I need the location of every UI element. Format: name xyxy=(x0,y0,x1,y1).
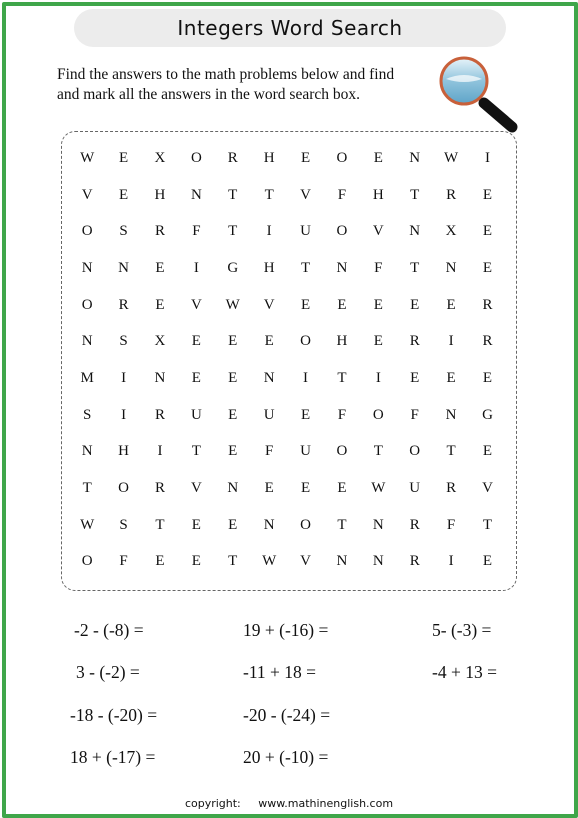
grid-letter[interactable]: N xyxy=(81,443,93,460)
grid-letter[interactable]: R xyxy=(154,223,165,240)
grid-letter[interactable]: V xyxy=(190,480,202,497)
grid-letter[interactable]: E xyxy=(482,553,493,570)
grid-letter[interactable]: V xyxy=(300,553,311,570)
grid-letter[interactable]: V xyxy=(482,480,493,497)
grid-letter[interactable]: R xyxy=(409,516,420,533)
grid-letter[interactable]: T xyxy=(228,223,238,240)
grid-letter[interactable]: V xyxy=(190,296,202,313)
grid-letter[interactable]: T xyxy=(446,443,456,460)
grid-letter[interactable]: N xyxy=(263,516,275,533)
grid-letter[interactable]: O xyxy=(300,516,311,533)
grid-letter[interactable]: E xyxy=(373,296,383,313)
grid-letter[interactable]: E xyxy=(300,149,311,166)
grid-letter[interactable]: V xyxy=(300,186,311,203)
grid-letter[interactable]: T xyxy=(228,553,238,570)
grid-letter[interactable]: N xyxy=(81,333,93,350)
grid-letter[interactable]: I xyxy=(375,369,381,386)
grid-letter[interactable]: N xyxy=(409,223,421,240)
grid-letter[interactable]: V xyxy=(81,186,93,203)
grid-letter[interactable]: I xyxy=(121,369,127,386)
grid-letter[interactable]: I xyxy=(121,406,127,423)
grid-letter[interactable]: M xyxy=(80,369,94,386)
problem: 20 + (-10) = xyxy=(243,747,329,767)
grid-letter[interactable]: N xyxy=(372,553,384,570)
grid-letter[interactable]: F xyxy=(410,406,419,423)
grid-letter[interactable]: N xyxy=(227,480,239,497)
grid-letter[interactable]: T xyxy=(82,480,92,497)
grid-letter[interactable]: E xyxy=(264,333,274,350)
grid-letter[interactable]: O xyxy=(81,553,93,570)
grid-letter[interactable]: E xyxy=(119,186,129,203)
grid-letter[interactable]: T xyxy=(410,259,420,276)
grid-letter[interactable]: N xyxy=(445,406,457,423)
problem: -20 - (-24) = xyxy=(243,705,331,725)
grid-letter[interactable]: I xyxy=(448,553,454,570)
grid-letter[interactable]: W xyxy=(444,149,459,166)
grid-letter[interactable]: U xyxy=(300,443,311,460)
grid-letter[interactable]: R xyxy=(409,333,420,350)
grid-letter[interactable]: N xyxy=(118,259,129,276)
grid-letter[interactable]: O xyxy=(336,149,348,166)
grid-letter[interactable]: R xyxy=(446,480,457,497)
grid-letter[interactable]: R xyxy=(227,149,238,166)
grid-letter[interactable]: H xyxy=(372,186,384,203)
grid-letter[interactable]: G xyxy=(227,259,239,276)
grid-letter[interactable]: O xyxy=(336,443,348,460)
grid-letter[interactable]: E xyxy=(191,553,201,570)
grid-letter[interactable]: I xyxy=(266,223,272,240)
grid-letter[interactable]: N xyxy=(263,369,275,386)
grid-letter[interactable]: E xyxy=(410,369,420,386)
problem: 19 + (-16) = xyxy=(243,620,329,640)
grid-letter[interactable]: N xyxy=(336,553,348,570)
grid-letter[interactable]: E xyxy=(228,443,238,460)
magnifying-glass-icon xyxy=(436,55,522,135)
grid-letter[interactable]: S xyxy=(119,516,128,533)
grid-letter[interactable]: N xyxy=(336,259,348,276)
grid-letter[interactable]: T xyxy=(482,516,493,533)
grid-letter[interactable]: H xyxy=(336,333,348,350)
problem: 3 - (-2) = xyxy=(76,662,140,682)
grid-letter[interactable]: W xyxy=(262,553,277,570)
grid-letter[interactable]: S xyxy=(119,223,128,240)
grid-letter[interactable]: W xyxy=(80,149,95,166)
grid-letter[interactable]: E xyxy=(337,480,347,497)
grid-letter[interactable]: X xyxy=(154,333,166,350)
grid-letter[interactable]: E xyxy=(228,369,238,386)
grid-letter[interactable]: N xyxy=(409,149,421,166)
grid-letter[interactable]: O xyxy=(336,223,348,240)
grid-letter[interactable]: E xyxy=(155,553,165,570)
grid-letter[interactable]: E xyxy=(446,369,456,386)
grid-letter[interactable]: R xyxy=(154,480,165,497)
grid-letter[interactable]: E xyxy=(482,443,493,460)
grid-letter[interactable]: E xyxy=(300,480,311,497)
grid-letter[interactable]: E xyxy=(373,149,383,166)
grid-letter[interactable]: E xyxy=(119,149,129,166)
grid-letter[interactable]: H xyxy=(263,259,275,276)
grid-letter[interactable]: U xyxy=(263,406,275,423)
problem: -2 - (-8) = xyxy=(74,620,144,640)
grid-letter[interactable]: O xyxy=(190,149,202,166)
grid-letter[interactable]: G xyxy=(482,406,493,423)
grid-letter[interactable]: R xyxy=(482,296,493,313)
copyright-label: copyright: xyxy=(184,797,241,810)
grid-letter[interactable]: T xyxy=(337,369,347,386)
grid-letter[interactable]: T xyxy=(228,186,238,203)
grid-letter[interactable]: E xyxy=(337,296,347,313)
grid-letter[interactable]: R xyxy=(154,406,165,423)
grid-letter[interactable]: F xyxy=(446,516,456,533)
grid-letter[interactable]: W xyxy=(225,296,240,313)
grid-letter[interactable]: E xyxy=(373,333,383,350)
grid-letter[interactable]: W xyxy=(80,516,95,533)
grid-letter[interactable]: H xyxy=(263,149,275,166)
grid-letter[interactable]: E xyxy=(228,406,238,423)
grid-letter[interactable]: R xyxy=(118,296,129,313)
problem: 18 + (-17) = xyxy=(70,747,156,767)
grid-letter[interactable]: W xyxy=(371,480,386,497)
grid-letter[interactable]: T xyxy=(410,186,420,203)
grid-letter[interactable]: U xyxy=(409,480,421,497)
grid-letter[interactable]: E xyxy=(155,259,165,276)
grid-letter[interactable]: E xyxy=(482,223,493,240)
grid-letter[interactable]: N xyxy=(372,516,384,533)
grid-letter[interactable]: E xyxy=(191,369,201,386)
grid-letter[interactable]: U xyxy=(190,406,202,423)
grid-letter[interactable]: T xyxy=(264,186,274,203)
grid-letter[interactable]: F xyxy=(192,223,201,240)
grid-letter[interactable]: N xyxy=(190,186,202,203)
grid-letter[interactable]: V xyxy=(372,223,384,240)
instructions-line-1: Find the answers to the math problems below and find xyxy=(57,66,395,83)
grid-letter[interactable]: E xyxy=(264,480,274,497)
grid-letter[interactable]: E xyxy=(191,333,201,350)
grid-letter[interactable]: O xyxy=(409,443,421,460)
grid-letter[interactable]: O xyxy=(81,296,93,313)
grid-letter[interactable]: F xyxy=(119,553,128,570)
grid-letter[interactable]: E xyxy=(482,186,493,203)
grid-letter[interactable]: E xyxy=(155,296,165,313)
grid-letter[interactable]: H xyxy=(154,186,166,203)
grid-letter[interactable]: I xyxy=(303,369,309,386)
grid-letter[interactable]: I xyxy=(448,333,454,350)
problem: -18 - (-20) = xyxy=(70,705,158,725)
grid-letter[interactable]: S xyxy=(119,333,128,350)
grid-letter[interactable]: T xyxy=(191,443,201,460)
grid-letter[interactable]: S xyxy=(83,406,92,423)
grid-letter[interactable]: I xyxy=(157,443,163,460)
grid-letter[interactable]: E xyxy=(228,516,238,533)
grid-letter[interactable]: R xyxy=(446,186,457,203)
grid-letter[interactable]: F xyxy=(337,186,347,203)
footer xyxy=(0,797,578,810)
grid-letter[interactable]: N xyxy=(81,259,93,276)
title-banner xyxy=(74,9,506,47)
grid-letter[interactable]: O xyxy=(118,480,129,497)
word-search-grid xyxy=(69,140,506,580)
grid-letter[interactable]: F xyxy=(264,443,274,460)
grid-letter[interactable]: X xyxy=(154,149,166,166)
problem: -4 + 13 = xyxy=(432,662,497,682)
problem: 5- (-3) = xyxy=(432,620,492,640)
grid-letter[interactable]: I xyxy=(193,259,199,276)
grid-letter[interactable]: E xyxy=(228,333,238,350)
grid-letter[interactable]: U xyxy=(300,223,311,240)
grid-letter[interactable]: T xyxy=(373,443,383,460)
grid-letter[interactable]: E xyxy=(446,296,456,313)
grid-letter[interactable]: R xyxy=(409,553,420,570)
grid-letter[interactable]: N xyxy=(445,259,457,276)
instructions-line-2: and mark all the answers in the word search box. xyxy=(57,86,361,103)
grid-letter[interactable]: R xyxy=(482,333,493,350)
grid-letter[interactable]: V xyxy=(263,296,275,313)
grid-letter[interactable]: I xyxy=(484,149,490,166)
grid-letter[interactable]: E xyxy=(410,296,420,313)
grid-letter[interactable]: E xyxy=(482,259,493,276)
grid-letter[interactable]: E xyxy=(482,369,493,386)
grid-letter[interactable]: E xyxy=(300,406,311,423)
grid-letter[interactable]: F xyxy=(337,406,347,423)
grid-letter[interactable]: O xyxy=(81,223,93,240)
grid-letter[interactable]: F xyxy=(374,259,383,276)
instructions xyxy=(57,65,427,105)
grid-letter[interactable]: T xyxy=(155,516,165,533)
problem: -11 + 18 = xyxy=(243,662,317,682)
grid-letter[interactable]: X xyxy=(445,223,457,240)
grid-letter[interactable]: T xyxy=(300,259,311,276)
grid-letter[interactable]: N xyxy=(154,369,166,386)
grid-letter[interactable]: E xyxy=(191,516,201,533)
website-link[interactable]: www.mathinenglish.com xyxy=(258,797,394,810)
grid-letter[interactable]: O xyxy=(372,406,384,423)
grid-letter[interactable]: T xyxy=(337,516,347,533)
grid-letter[interactable]: E xyxy=(300,296,311,313)
grid-letter[interactable]: H xyxy=(118,443,129,460)
grid-letter[interactable]: O xyxy=(300,333,311,350)
page-title: Integers Word Search xyxy=(177,16,403,40)
